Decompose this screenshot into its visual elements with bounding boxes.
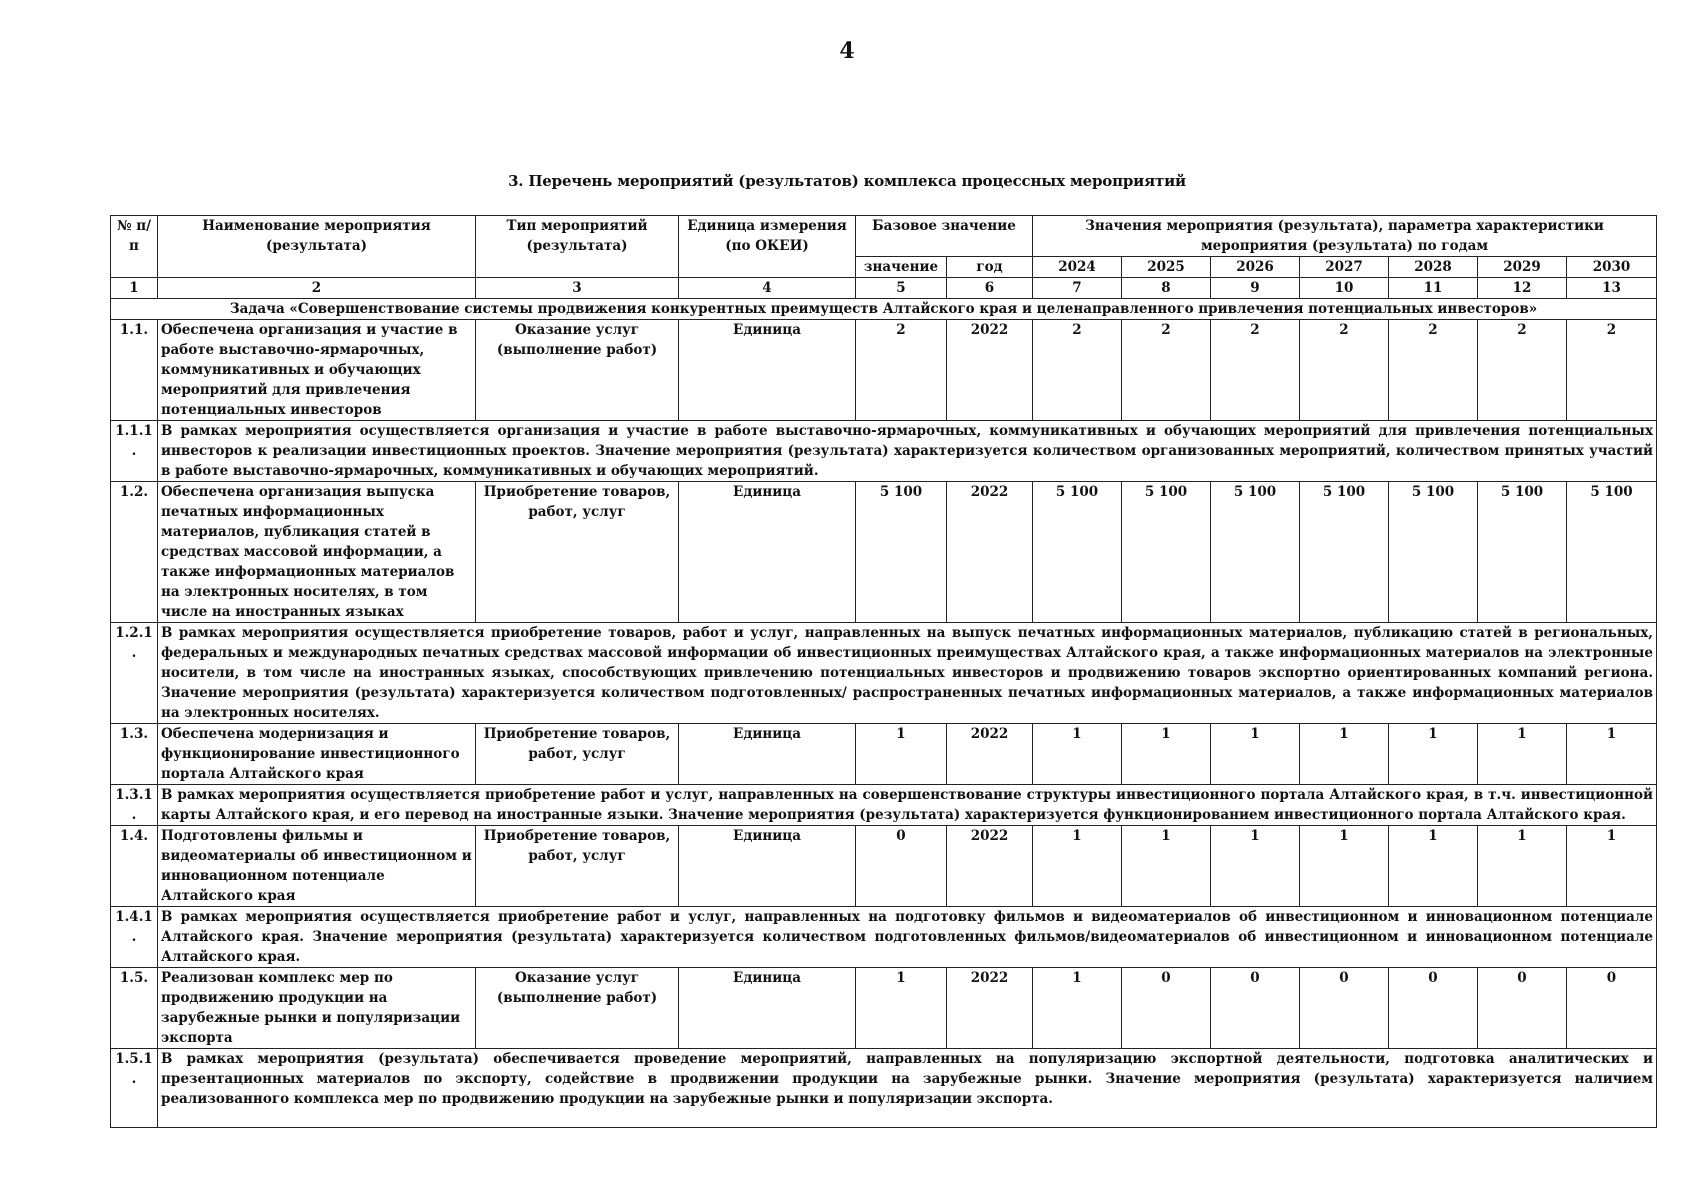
column-number: 6 (947, 278, 1033, 299)
year-value: 0 (1122, 968, 1211, 1049)
column-number: 13 (1567, 278, 1657, 299)
description-text: В рамках мероприятия осуществляется приобретение товаров, работ и услуг, направленных на выпуск печатных информационных материалов, публикацию статей в региональных, федеральных и международных печатных средствах массовой информации об инвестиционных преимуществах Алтайского края, а также информационных материалов на электронные носители, в том числе на иностранных языках, способствующих привлечению потенциальных инвесторов и продвижению товаров экспортно ориентированных компаний региона. Значение мероприятия (результата) характеризуется количеством подготовленных/ распространенных печатных информационных материалов, а также информационных материалов на электронных носителях. (158, 623, 1657, 724)
year-value: 5 100 (1211, 482, 1300, 623)
column-number: 7 (1033, 278, 1122, 299)
table-row (111, 968, 1657, 1049)
column-number: 12 (1478, 278, 1567, 299)
year-value: 5 100 (1033, 482, 1122, 623)
base-value: 1 (856, 968, 947, 1049)
header-year: 2025 (1122, 257, 1211, 278)
header-year: 2028 (1389, 257, 1478, 278)
base-year: 2022 (947, 826, 1033, 907)
header-year: 2026 (1211, 257, 1300, 278)
column-number: 11 (1389, 278, 1478, 299)
year-value: 0 (1211, 968, 1300, 1049)
row-number: 1.3. (111, 724, 158, 785)
year-value: 2 (1389, 320, 1478, 421)
row-number: 1.4. (111, 826, 158, 907)
measure-name: Реализован комплекс мер по продвижению продукции на зарубежные рынки и популяризации экспорта (158, 968, 476, 1049)
task-title: Задача «Совершенствование системы продвижения конкурентных преимуществ Алтайского края и целенаправленного привлечения потенциальных инвесторов» (111, 299, 1657, 320)
year-value: 1 (1567, 826, 1657, 907)
description-number: 1.3.1. (111, 785, 158, 826)
page-title: 3. Перечень мероприятий (результатов) комплекса процессных мероприятий (508, 172, 1186, 190)
column-number: 3 (476, 278, 679, 299)
measure-unit: Единица (679, 826, 856, 907)
description-text: В рамках мероприятия осуществляется приобретение работ и услуг, направленных на подготовку фильмов и видеоматериалов об инвестиционном и инновационном потенциале Алтайского края. Значение мероприятия (результата) характеризуется количеством подготовленных фильмов/видеоматериалов об инвестиционном и инновационном потенциале Алтайского края. (158, 907, 1657, 968)
year-value: 1 (1122, 724, 1211, 785)
year-value: 1 (1389, 724, 1478, 785)
header-unit: Единица измерения (по ОКЕИ) (679, 216, 856, 278)
description-text: В рамках мероприятия осуществляется организация и участие в работе выставочно-ярмарочных, коммуникативных и обучающих мероприятий для привлечения потенциальных инвесторов к реализации инвестиционных проектов. Значение мероприятия (результата) характеризуется количеством организованных мероприятий, количеством принятых участий в работе выставочно-ярмарочных, коммуникативных и обучающих мероприятий. (158, 421, 1657, 482)
column-number: 5 (856, 278, 947, 299)
table-row (111, 826, 1657, 907)
year-value: 5 100 (1567, 482, 1657, 623)
description-number: 1.1.1. (111, 421, 158, 482)
measure-unit: Единица (679, 724, 856, 785)
column-number: 2 (158, 278, 476, 299)
year-value: 2 (1567, 320, 1657, 421)
header-base-year: год (947, 257, 1033, 278)
year-value: 2 (1211, 320, 1300, 421)
column-number: 8 (1122, 278, 1211, 299)
header-name: Наименование мероприятия (результата) (158, 216, 476, 278)
base-value: 5 100 (856, 482, 947, 623)
year-value: 0 (1300, 968, 1389, 1049)
measure-type: Приобретение товаров, работ, услуг (476, 482, 679, 623)
year-value: 1 (1122, 826, 1211, 907)
year-value: 2 (1300, 320, 1389, 421)
page-number: 4 (839, 38, 855, 64)
header-num: № п/п (111, 216, 158, 278)
measure-name: Обеспечена модернизация и функционирование инвестиционного портала Алтайского края (158, 724, 476, 785)
year-value: 1 (1300, 724, 1389, 785)
row-number: 1.1. (111, 320, 158, 421)
base-value: 2 (856, 320, 947, 421)
year-value: 1 (1389, 826, 1478, 907)
year-value: 1 (1033, 724, 1122, 785)
column-number: 10 (1300, 278, 1389, 299)
header-base-value: значение (856, 257, 947, 278)
measure-type: Оказание услуг (выполнение работ) (476, 968, 679, 1049)
measures-table (110, 215, 1657, 1128)
year-value: 1 (1478, 826, 1567, 907)
year-value: 2 (1122, 320, 1211, 421)
base-year: 2022 (947, 724, 1033, 785)
measure-type: Оказание услуг (выполнение работ) (476, 320, 679, 421)
description-row (111, 907, 1657, 968)
year-value: 1 (1567, 724, 1657, 785)
measure-unit: Единица (679, 482, 856, 623)
year-value: 2 (1033, 320, 1122, 421)
base-value: 1 (856, 724, 947, 785)
header-year: 2024 (1033, 257, 1122, 278)
description-row (111, 623, 1657, 724)
measure-type: Приобретение товаров, работ, услуг (476, 724, 679, 785)
year-value: 5 100 (1389, 482, 1478, 623)
column-number: 4 (679, 278, 856, 299)
header-years-title: Значения мероприятия (результата), параметра характеристики мероприятия (результата) по годам (1033, 216, 1657, 257)
year-value: 0 (1389, 968, 1478, 1049)
measure-name: Обеспечена организация выпуска печатных информационных материалов, публикация статей в средствах массовой информации, а также информационных материалов на электронных носителях, в том числе на иностранных языках (158, 482, 476, 623)
header-base: Базовое значение (856, 216, 1033, 257)
description-row (111, 1049, 1657, 1128)
description-row (111, 785, 1657, 826)
column-numbers-row (111, 278, 1657, 299)
table-row (111, 320, 1657, 421)
table-row (111, 724, 1657, 785)
description-number: 1.2.1. (111, 623, 158, 724)
year-value: 5 100 (1300, 482, 1389, 623)
base-value: 0 (856, 826, 947, 907)
description-text: В рамках мероприятия осуществляется приобретение работ и услуг, направленных на совершенствование структуры инвестиционного портала Алтайского края, в т.ч. инвестиционной карты Алтайского края, и его перевод на иностранные языки. Значение мероприятия (результата) характеризуется функционированием инвестиционного портала Алтайского края. (158, 785, 1657, 826)
measure-unit: Единица (679, 968, 856, 1049)
row-number: 1.2. (111, 482, 158, 623)
year-value: 5 100 (1478, 482, 1567, 623)
header-year: 2030 (1567, 257, 1657, 278)
year-value: 1 (1211, 724, 1300, 785)
year-value: 0 (1478, 968, 1567, 1049)
header-year: 2029 (1478, 257, 1567, 278)
header-row (111, 216, 1657, 257)
year-value: 1 (1211, 826, 1300, 907)
description-number: 1.5.1. (111, 1049, 158, 1128)
description-row (111, 421, 1657, 482)
measure-name: Подготовлены фильмы и видеоматериалы об инвестиционном и инновационном потенциале Алтайского края (158, 826, 476, 907)
header-type: Тип мероприятий (результата) (476, 216, 679, 278)
task-row (111, 299, 1657, 320)
year-value: 1 (1033, 968, 1122, 1049)
base-year: 2022 (947, 320, 1033, 421)
column-number: 1 (111, 278, 158, 299)
measure-name: Обеспечена организация и участие в работе выставочно-ярмарочных, коммуникативных и обучающих мероприятий для привлечения потенциальных инвесторов (158, 320, 476, 421)
row-number: 1.5. (111, 968, 158, 1049)
description-text: В рамках мероприятия (результата) обеспечивается проведение мероприятий, направленных на популяризацию экспортной деятельности, подготовка аналитических и презентационных материалов по экспорту, содействие в продвижении продукции на зарубежные рынки. Значение мероприятия (результата) характеризуется наличием реализованного комплекса мер по продвижению продукции на зарубежные рынки и популяризации экспорта. (158, 1049, 1657, 1128)
year-value: 1 (1300, 826, 1389, 907)
table-row (111, 482, 1657, 623)
year-value: 2 (1478, 320, 1567, 421)
description-number: 1.4.1. (111, 907, 158, 968)
year-value: 1 (1033, 826, 1122, 907)
base-year: 2022 (947, 968, 1033, 1049)
measure-unit: Единица (679, 320, 856, 421)
column-number: 9 (1211, 278, 1300, 299)
header-year: 2027 (1300, 257, 1389, 278)
base-year: 2022 (947, 482, 1033, 623)
year-value: 5 100 (1122, 482, 1211, 623)
year-value: 0 (1567, 968, 1657, 1049)
year-value: 1 (1478, 724, 1567, 785)
measure-type: Приобретение товаров, работ, услуг (476, 826, 679, 907)
